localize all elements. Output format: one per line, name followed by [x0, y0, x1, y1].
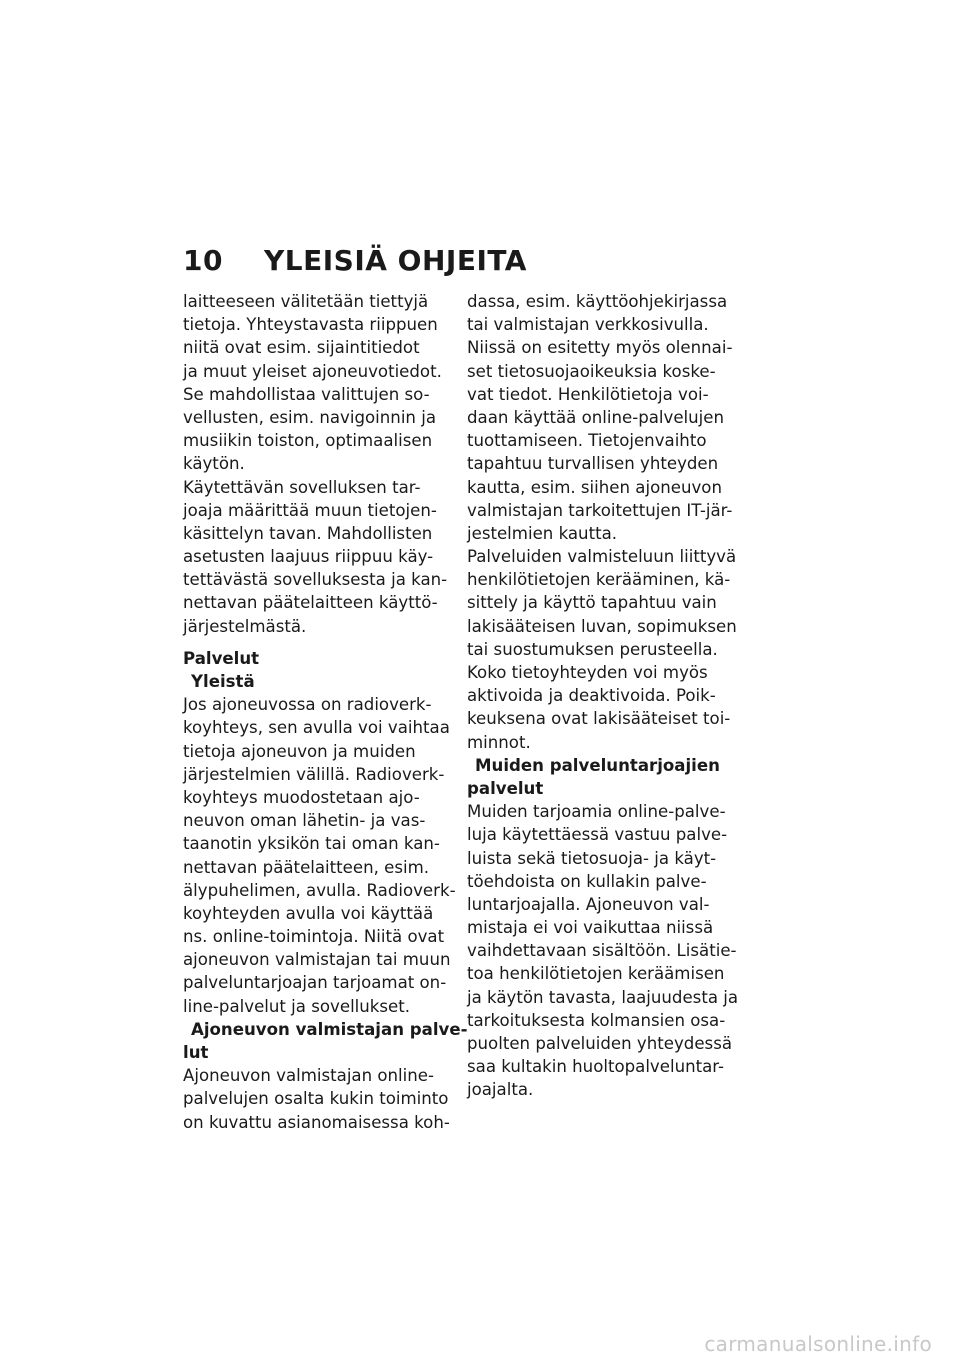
text-line: neuvon oman lähetin- ja vas- — [183, 811, 426, 831]
text-line: puolten palveluiden yhteydessä — [467, 1034, 733, 1053]
text-line: henkilötietojen kerääminen, kä- — [467, 570, 731, 590]
text-line: musiikin toiston, optimaalisen — [183, 431, 433, 451]
text-line: palvelujen osalta kukin toiminto — [183, 1089, 449, 1109]
text-line: ja muut yleiset ajoneuvotiedot. — [183, 361, 442, 381]
section-heading: Palvelut — [183, 648, 260, 668]
text-line: niitä ovat esim. sijaintitiedot — [183, 338, 420, 358]
text-line: ja käytön tavasta, laajuudesta ja — [467, 987, 739, 1007]
text-line: keuksena ovat lakisääteiset toi- — [467, 709, 731, 729]
chapter-title: YLEISIÄ OHJEITA — [264, 243, 527, 277]
text-line: taanotin yksikön tai oman kan- — [183, 834, 440, 854]
text-line: käsittelyn tavan. Mahdollisten — [183, 523, 433, 543]
text-line: tai suostumuksen perusteella. — [467, 639, 718, 659]
text-line: dassa, esim. käyttöohjekirjassa — [467, 292, 728, 311]
text-line: vat tiedot. Henkilötietoja voi- — [467, 384, 709, 404]
text-line: ajoneuvon valmistajan tai muun — [183, 950, 451, 970]
text-line: saa kultakin huoltopalveluntar- — [467, 1057, 725, 1077]
subsection-heading: Ajoneuvon valmistajan palve- — [191, 1019, 468, 1039]
text-line: vellusten, esim. navigoinnin ja — [183, 407, 436, 427]
subsection-heading: lut — [183, 1043, 209, 1062]
watermark: carmanualsonline.info — [704, 1332, 932, 1356]
text-line: on kuvattu asianomaisessa koh- — [183, 1112, 450, 1132]
text-line: aktivoida ja deaktivoida. Poik- — [467, 686, 716, 706]
text-line: tarkoituksesta kolmansien osa- — [467, 1010, 726, 1030]
text-line: palveluntarjoajan tarjoamat on- — [183, 973, 447, 993]
subsection-heading: Yleistä — [191, 672, 255, 691]
text-line: tuottamiseen. Tietojenvaihto — [467, 431, 707, 451]
text-line: toa henkilötietojen keräämisen — [467, 964, 725, 984]
text-line: käytön. — [183, 454, 245, 474]
text-line: tapahtuu turvallisen yhteyden — [467, 454, 719, 474]
text-line: nettavan päätelaitteen käyttö- — [183, 593, 438, 613]
text-line: mistaja ei voi vaikuttaa niissä — [467, 918, 714, 938]
text-line: jestelmien kautta. — [467, 523, 618, 543]
text-line: Muiden tarjoamia online-palve- — [467, 802, 726, 822]
text-line: asetusten laajuus riippuu käy- — [183, 547, 434, 567]
text-line: koyhteyden avulla voi käyttää — [183, 903, 434, 923]
text-line: sittely ja käyttö tapahtuu vain — [467, 593, 717, 613]
text-line: luista sekä tietosuoja- ja käyt- — [467, 848, 717, 868]
text-line: tietoja. Yhteystavasta riippuen — [183, 315, 438, 335]
chapter-header — [183, 240, 527, 280]
text-line: tettävästä sovelluksesta ja kan- — [183, 570, 448, 590]
subsection-heading: palvelut — [467, 778, 544, 798]
text-line: line-palvelut ja sovellukset. — [183, 996, 411, 1016]
text-line: daan käyttää online-palvelujen — [467, 407, 725, 427]
text-line: kautta, esim. siihen ajoneuvon — [467, 477, 722, 497]
right-text-column — [467, 290, 739, 1102]
text-line: valmistajan tarkoitettujen IT-jär- — [467, 500, 733, 520]
text-line: töehdoista on kullakin palve- — [467, 871, 707, 891]
left-text-column — [183, 290, 468, 1134]
text-line: vaihdettavaan sisältöön. Lisätie- — [467, 941, 737, 961]
text-line: järjestelmästä. — [183, 616, 307, 636]
text-line: koyhteys muodostetaan ajo- — [183, 787, 420, 807]
text-line: tai valmistajan verkkosivulla. — [467, 315, 709, 335]
text-line: älypuhelimen, avulla. Radioverk- — [183, 880, 456, 900]
text-line: Niissä on esitetty myös olennai- — [467, 338, 733, 358]
text-line: set tietosuojaoikeuksia koske- — [467, 361, 716, 381]
text-line: ns. online-toimintoja. Niitä ovat — [183, 927, 445, 947]
text-line: laitteeseen välitetään tiettyjä — [183, 292, 429, 311]
text-line: luntarjoajalla. Ajoneuvon val- — [467, 894, 710, 914]
text-line: lakisääteisen luvan, sopimuksen — [467, 616, 737, 636]
text-line: Käytettävän sovelluksen tar- — [183, 477, 421, 497]
text-line: joajalta. — [467, 1080, 534, 1100]
text-line: minnot. — [467, 732, 531, 752]
text-line: nettavan päätelaitteen, esim. — [183, 857, 430, 877]
text-line: koyhteys, sen avulla voi vaihtaa — [183, 718, 450, 738]
text-line: Jos ajoneuvossa on radioverk- — [183, 695, 432, 715]
text-line: järjestelmien välillä. Radioverk- — [183, 764, 445, 784]
chapter-number: 10 — [183, 243, 223, 277]
text-line: Koko tietoyhteyden voi myös — [467, 663, 708, 682]
text-line: Se mahdollistaa valittujen so- — [183, 384, 430, 404]
text-line: luja käytettäessä vastuu palve- — [467, 825, 728, 845]
text-line: tietoja ajoneuvon ja muiden — [183, 741, 416, 761]
text-line: Ajoneuvon valmistajan online- — [183, 1066, 434, 1086]
text-line: joaja määrittää muun tietojen- — [183, 500, 437, 520]
subsection-heading: Muiden palveluntarjoajien — [475, 755, 720, 775]
text-line: Palveluiden valmisteluun liittyvä — [467, 547, 737, 567]
